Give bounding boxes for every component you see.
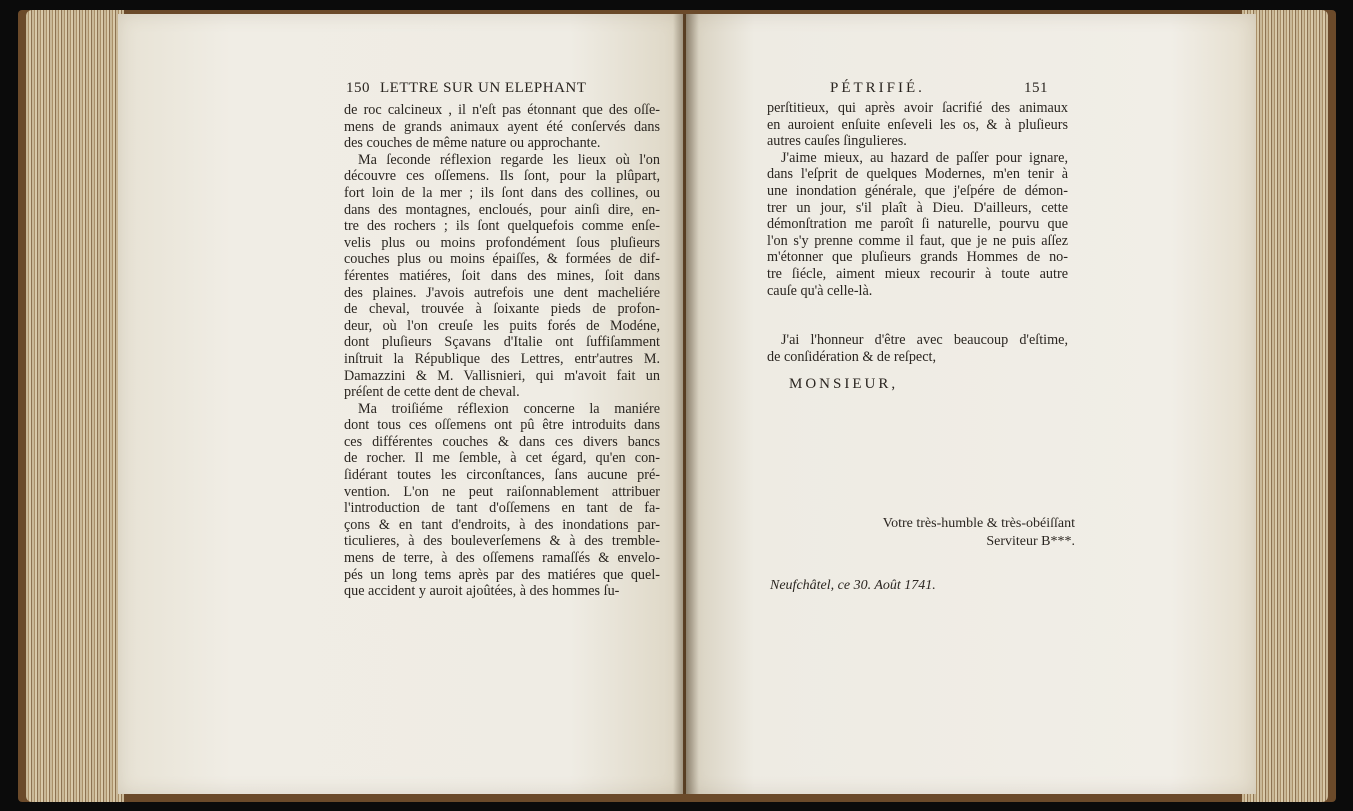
text-line: inſtruit la République des Lettres, entr'autres M. <box>344 350 660 367</box>
text-line: velis plus ou moins profondément ſous pluſieurs <box>344 234 660 251</box>
open-book <box>18 10 1336 802</box>
text-line: Ma ſeconde réflexion regarde les lieux où l'on <box>358 151 660 168</box>
left-page <box>118 14 683 794</box>
text-line: de cheval, trouvée à ſoixante pieds de profon- <box>344 301 660 318</box>
text-line: deur, où l'on creuſe les puits forés de Modéne, <box>344 317 660 334</box>
text-line: Damazzini & M. Vallisnieri, qui m'avoit fait un <box>344 367 660 384</box>
text-line: férentes matiéres, ſoit dans des mines, ſoit dans <box>344 267 660 284</box>
text-line: ticulieres, à des bouleverſemens & à des tremble- <box>344 533 660 550</box>
text-line: çons & en tant d'endroits, à des inondations par- <box>344 516 660 533</box>
text-line: des couches de même nature ou approchante. <box>344 135 601 152</box>
text-line: de conſidération & de reſpect, <box>767 348 936 365</box>
text-line: de roc calcineux , il n'eſt pas étonnant que des oſſe- <box>344 102 660 118</box>
text-line: fort loin de la mer ; ils ſont dans des collines, ou <box>344 184 660 201</box>
text-line: l'on s'y prenne comme il faut, que je ne puis aſſez <box>767 232 1068 249</box>
salutation: MONSIEUR, <box>789 376 899 392</box>
text-line: dans l'eſprit de quelques Modernes, m'en tenir à <box>767 166 1068 183</box>
text-line: m'étonner que pluſieurs grands Hommes de no- <box>767 249 1068 266</box>
text-line: mens de grands animaux ayent été conſervés dans <box>344 118 660 135</box>
text-line: perſtitieux, qui après avoir ſacrifié des animaux <box>767 100 1068 116</box>
left-running-head: LETTRE SUR UN ELEPHANT <box>380 80 587 96</box>
text-line: ſidérant toutes les circonſtances, ſans aucune pré- <box>344 467 660 484</box>
text-line: autres cauſes ſingulieres. <box>767 133 907 150</box>
left-page-number: 150 <box>346 80 370 96</box>
text-line: pés un long tems après par des matiéres que quel- <box>344 566 660 583</box>
text-line: J'aime mieux, au hazard de paſſer pour ignare, <box>781 149 1068 166</box>
text-line: que accident y auroit ajoûtées, à des hommes ſu- <box>344 583 620 600</box>
text-line: mens de terre, à des oſſemens ramaſſés & envelo- <box>344 550 660 567</box>
text-line: cauſe qu'à celle-là. <box>767 282 873 299</box>
text-line: Ma troiſiéme réflexion concerne la maniére <box>358 400 660 417</box>
place-and-date: Neufchâtel, ce 30. Août 1741. <box>770 578 936 593</box>
text-line: en auroient enſuite enſeveli les os, & à pluſieurs <box>767 116 1068 133</box>
signature-line-2: Serviteur B***. <box>986 534 1075 549</box>
text-line: trer un jour, s'il plaît à Dieu. D'ailleurs, cette <box>767 199 1068 216</box>
left-page-edges <box>26 10 124 802</box>
text-line: tre ſiécle, aiment mieux recourir à toute autre <box>767 265 1068 282</box>
text-line: dont pluſieurs Sçavans d'Italie ont ſuffiſamment <box>344 334 660 351</box>
text-line: ces différentes couches & dans ces divers bancs <box>344 433 660 450</box>
text-line: des plaines. J'avois autrefois une dent macheliére <box>344 284 660 301</box>
text-line: dans des montagnes, encloués, pour ainſi dire, en- <box>344 201 660 218</box>
text-line: une inondation générale, que j'eſpére de démon- <box>767 182 1068 199</box>
text-line: l'introduction de tant d'oſſemens en tant de fa- <box>344 500 660 517</box>
text-line: vention. L'on ne peut raiſonnablement attribuer <box>344 483 660 500</box>
right-page-number: 151 <box>1024 80 1048 96</box>
right-page <box>686 14 1256 794</box>
text-line: tre des rochers ; ils ſont quelquefois comme enſe- <box>344 218 660 235</box>
book-gutter <box>673 14 699 794</box>
left-page-body <box>344 102 660 600</box>
closing-formula <box>767 332 1068 365</box>
text-line: J'ai l'honneur d'être avec beaucoup d'eſtime, <box>781 332 1068 348</box>
text-line: découvre ces oſſemens. Ils ſont, pour la plûpart, <box>344 168 660 185</box>
text-line: démonſtration me paroît ſi naturelle, pourvu que <box>767 216 1068 233</box>
right-page-body <box>767 100 1068 299</box>
text-line: de rocher. Il me ſemble, à cet égard, qu'en con- <box>344 450 660 467</box>
text-line: préſent de cette dent de cheval. <box>344 384 520 401</box>
text-line: couches plus ou moins épaiſſes, & formées de dif- <box>344 251 660 268</box>
signature-line-1: Votre très-humble & très-obéiſſant <box>882 516 1075 531</box>
text-line: dont tous ces oſſemens ont pû être introduits dans <box>344 417 660 434</box>
right-running-head: PÉTRIFIÉ. <box>830 80 925 96</box>
